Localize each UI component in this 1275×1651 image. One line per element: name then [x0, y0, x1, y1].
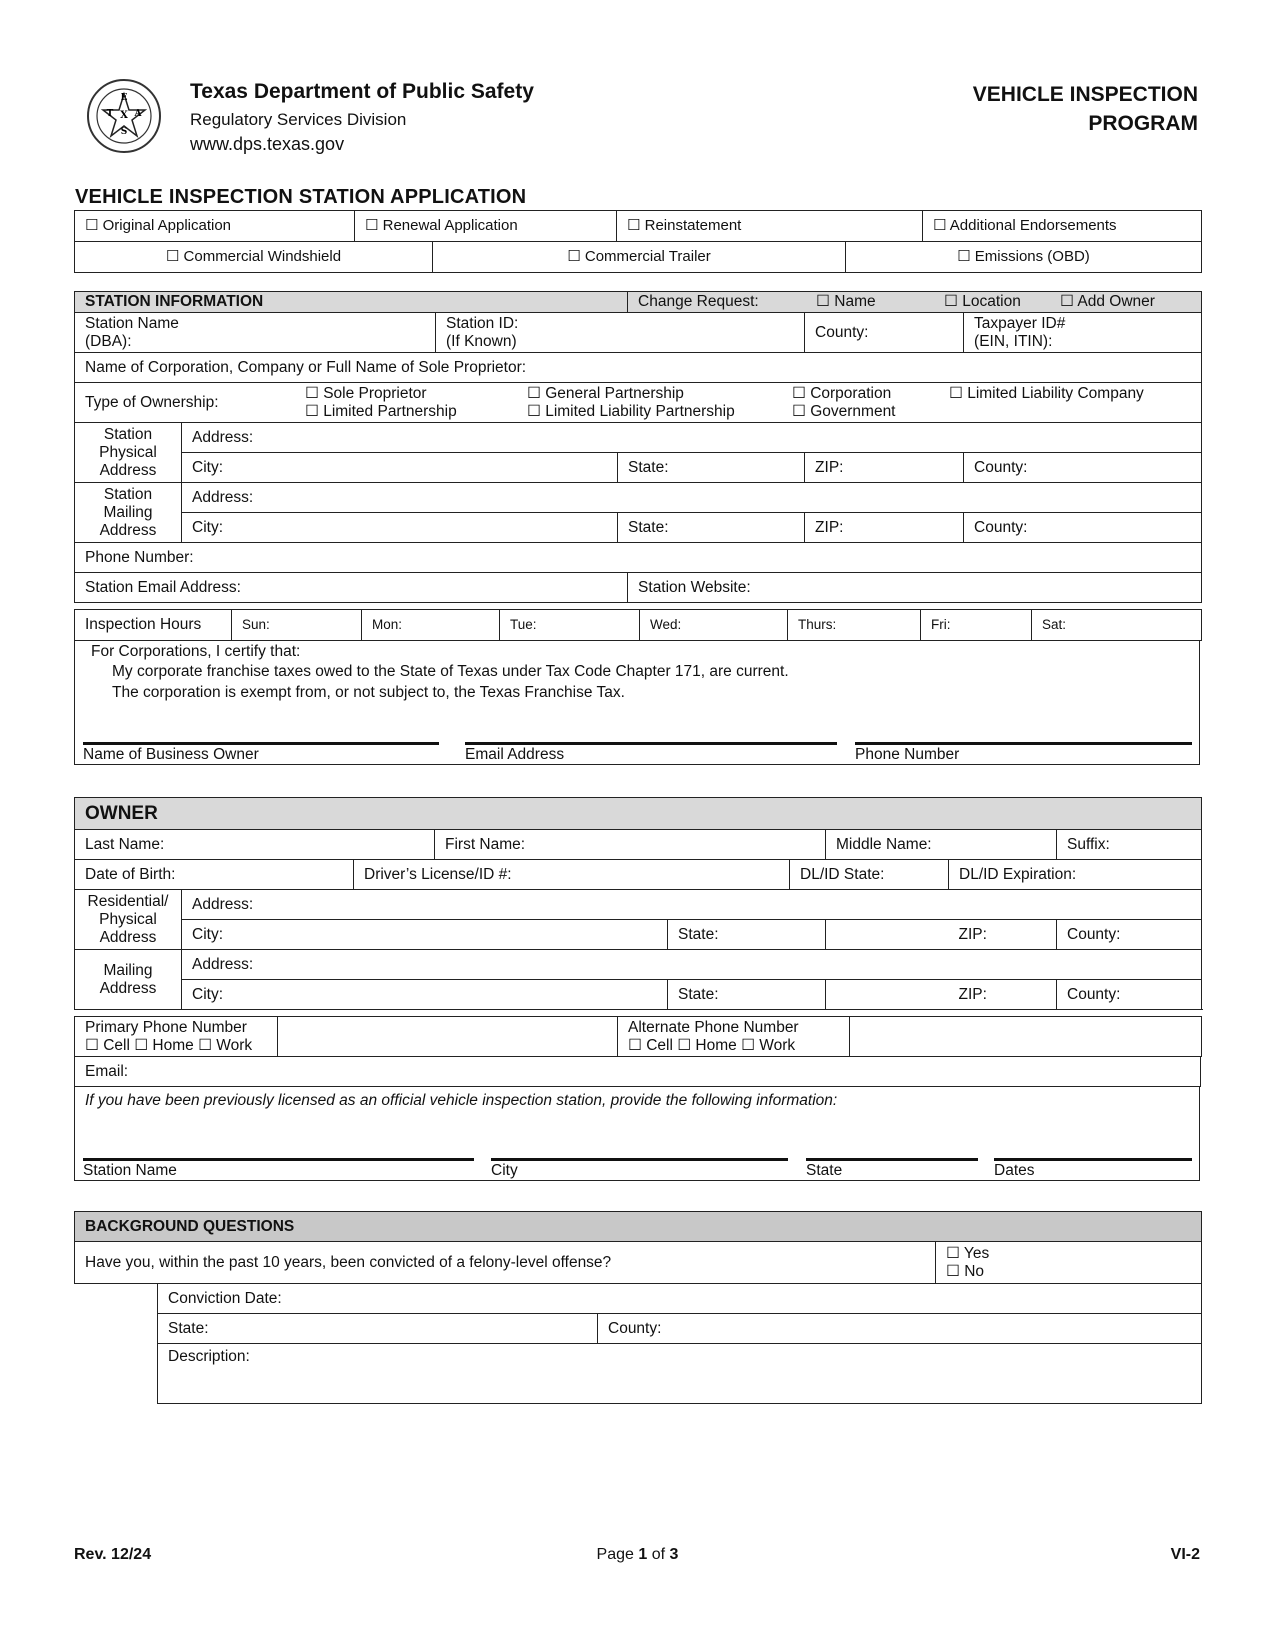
- station-website-field[interactable]: Station Website:: [628, 573, 1202, 603]
- limited-liability-partnership-checkbox[interactable]: ☐ Limited Liability Partnership: [527, 402, 735, 420]
- conviction-details-table: [157, 1283, 1202, 1404]
- agency-name: Texas Department of Public Safety: [190, 80, 534, 103]
- change-add-owner-checkbox[interactable]: ☐ Add Owner: [1060, 293, 1155, 310]
- physical-address-field[interactable]: Address:: [182, 423, 1202, 453]
- background-questions-heading: BACKGROUND QUESTIONS: [75, 1212, 1202, 1242]
- additional-endorsements-checkbox[interactable]: ☐ Additional Endorsements: [923, 211, 1202, 242]
- form-title: VEHICLE INSPECTION STATION APPLICATION: [75, 186, 527, 208]
- owner-dob-field[interactable]: Date of Birth:: [75, 860, 354, 890]
- owner-mailing-county-field[interactable]: County:: [1057, 980, 1202, 1010]
- hours-thursday-field[interactable]: Thurs:: [788, 610, 921, 641]
- station-name-label-2: (DBA):: [85, 332, 132, 350]
- owner-residential-city-field[interactable]: City:: [182, 920, 668, 950]
- mailing-address-field[interactable]: Address:: [182, 483, 1202, 513]
- application-type-table: [74, 210, 1202, 242]
- alternate-phone-field[interactable]: [850, 1017, 1202, 1057]
- previous-state-line[interactable]: [806, 1158, 978, 1180]
- dps-seal: [86, 78, 162, 154]
- physical-label-1: Station: [103, 425, 153, 443]
- station-mailing-address-label: [75, 483, 182, 543]
- change-name-checkbox[interactable]: ☐ Name: [816, 293, 876, 310]
- station-information-heading: STATION INFORMATION: [75, 292, 628, 313]
- certify-tax-exempt[interactable]: The corporation is exempt from, or not subject to, the Texas Franchise Tax.: [112, 684, 625, 701]
- commercial-trailer-checkbox[interactable]: ☐ Commercial Trailer: [433, 242, 846, 273]
- station-name-label-1: Station Name: [85, 314, 179, 332]
- conviction-state-field[interactable]: State:: [158, 1314, 598, 1344]
- emissions-obd-checkbox[interactable]: ☐ Emissions (OBD): [846, 242, 1202, 273]
- renewal-application-checkbox[interactable]: ☐ Renewal Application: [355, 211, 617, 242]
- residential-label-1: Residential/: [87, 892, 169, 910]
- change-location-checkbox[interactable]: ☐ Location: [944, 293, 1021, 310]
- mailing-city-field[interactable]: City:: [182, 513, 618, 543]
- owner-table: [74, 797, 1202, 1010]
- primary-phone-title: Primary Phone Number: [85, 1018, 247, 1036]
- owner-last-name-field[interactable]: Last Name:: [75, 830, 435, 860]
- station-id-field[interactable]: [436, 313, 805, 353]
- page-number: [0, 1546, 1275, 1564]
- owner-residential-address-label: [75, 890, 182, 950]
- business-email-label: Email Address: [465, 746, 565, 763]
- conviction-date-field[interactable]: Conviction Date:: [158, 1284, 1202, 1314]
- station-physical-address-label: [75, 423, 182, 483]
- endorsement-type-table: [74, 241, 1202, 273]
- previous-station-name-label: Station Name: [83, 1162, 177, 1179]
- owner-mailing-city-field[interactable]: City:: [182, 980, 668, 1010]
- owner-dl-number-field[interactable]: Driver’s License/ID #:: [354, 860, 790, 890]
- owner-mailing-address-label: [75, 950, 182, 1010]
- general-partnership-checkbox[interactable]: ☐ General Partnership: [527, 384, 684, 402]
- taxpayer-id-label-1: Taxpayer ID#: [974, 314, 1066, 332]
- program-title-line2: PROGRAM: [1088, 112, 1198, 135]
- certify-intro: For Corporations, I certify that:: [91, 643, 301, 660]
- corporation-name-field[interactable]: Name of Corporation, Company or Full Name of Sole Proprietor:: [75, 353, 1202, 383]
- physical-city-field[interactable]: City:: [182, 453, 618, 483]
- business-owner-label: Name of Business Owner: [83, 746, 259, 763]
- ownership-type-label: Type of Ownership:: [85, 393, 219, 411]
- owner-mailing-label-2: Address: [99, 979, 157, 997]
- owner-mailing-label-1: Mailing: [103, 961, 153, 979]
- conviction-county-field[interactable]: County:: [598, 1314, 1202, 1344]
- taxpayer-id-label-2: (EIN, ITIN):: [974, 332, 1053, 350]
- business-owner-signature-line[interactable]: [83, 742, 439, 764]
- owner-residential-zip-field[interactable]: ZIP:: [949, 920, 1057, 950]
- limited-liability-company-checkbox[interactable]: ☐ Limited Liability Company: [949, 384, 1144, 402]
- owner-email-field[interactable]: Email:: [75, 1057, 1201, 1087]
- revision-date: Rev. 12/24: [74, 1546, 152, 1563]
- owner-dl-state-field[interactable]: DL/ID State:: [790, 860, 949, 890]
- station-id-label-2: (If Known): [446, 332, 517, 350]
- physical-state-field[interactable]: State:: [618, 453, 805, 483]
- owner-residential-zip-spacer: [826, 920, 949, 950]
- hours-saturday-field[interactable]: Sat:: [1032, 610, 1202, 641]
- page-of: of: [651, 1546, 666, 1563]
- mailing-label-1: Station: [103, 485, 153, 503]
- previous-state-label: State: [806, 1162, 843, 1179]
- owner-mailing-zip-spacer: [826, 980, 949, 1010]
- business-phone-line[interactable]: [855, 742, 1192, 764]
- ownership-type-row: [75, 383, 1202, 423]
- alternate-phone-label: [618, 1017, 850, 1057]
- felony-question: Have you, within the past 10 years, been convicted of a felony-level offense?: [75, 1242, 936, 1284]
- svg-text:X: X: [120, 110, 128, 121]
- previous-license-box: [74, 1086, 1200, 1181]
- reinstatement-checkbox[interactable]: ☐ Reinstatement: [617, 211, 923, 242]
- hours-monday-field[interactable]: Mon:: [362, 610, 500, 641]
- mailing-county-field[interactable]: County:: [964, 513, 1202, 543]
- owner-dl-expiration-field[interactable]: DL/ID Expiration:: [949, 860, 1202, 890]
- mailing-zip-field[interactable]: ZIP:: [805, 513, 964, 543]
- form-id: VI-2: [1170, 1546, 1200, 1563]
- felony-no-checkbox[interactable]: ☐ No: [946, 1262, 985, 1280]
- station-id-label-1: Station ID:: [446, 314, 519, 332]
- svg-text:A: A: [134, 109, 142, 119]
- svg-text:E: E: [120, 93, 128, 103]
- change-request-row: [628, 292, 1202, 313]
- primary-phone-label: [75, 1017, 278, 1057]
- station-name-field[interactable]: [75, 313, 436, 353]
- previous-license-note: If you have been previously licensed as an official vehicle inspection station, provide the following information:: [85, 1092, 838, 1109]
- station-information-table: [74, 291, 1202, 603]
- physical-county-field[interactable]: County:: [964, 453, 1202, 483]
- previous-city-line[interactable]: [491, 1158, 788, 1180]
- physical-zip-field[interactable]: ZIP:: [805, 453, 964, 483]
- station-email-field[interactable]: Station Email Address:: [75, 573, 628, 603]
- primary-phone-field[interactable]: [278, 1017, 618, 1057]
- mailing-label-2: Mailing: [103, 503, 153, 521]
- previous-city-label: City: [491, 1162, 518, 1179]
- owner-phone-table: [74, 1016, 1202, 1057]
- hours-wednesday-field[interactable]: Wed:: [640, 610, 788, 641]
- residential-label-3: Address: [99, 928, 157, 946]
- owner-heading: OWNER: [75, 798, 1202, 830]
- owner-first-name-field[interactable]: First Name:: [435, 830, 826, 860]
- page-total: 3: [669, 1546, 679, 1563]
- alternate-phone-type-checkboxes[interactable]: ☐ Cell ☐ Home ☐ Work: [628, 1036, 796, 1054]
- svg-text:S: S: [120, 127, 128, 137]
- felony-answer-cell: [936, 1242, 1202, 1284]
- division-name: Regulatory Services Division: [190, 110, 407, 129]
- inspection-hours-table: [74, 609, 1202, 641]
- limited-partnership-checkbox[interactable]: ☐ Limited Partnership: [305, 402, 457, 420]
- sole-proprietor-checkbox[interactable]: ☐ Sole Proprietor: [305, 384, 427, 402]
- physical-label-3: Address: [99, 461, 157, 479]
- owner-suffix-field[interactable]: Suffix:: [1057, 830, 1202, 860]
- physical-label-2: Physical: [99, 443, 157, 461]
- owner-residential-address-field[interactable]: Address:: [182, 890, 1202, 920]
- owner-email-table: [74, 1056, 1201, 1087]
- alternate-phone-title: Alternate Phone Number: [628, 1018, 799, 1036]
- inspection-hours-label: Inspection Hours: [75, 610, 232, 641]
- mailing-state-field[interactable]: State:: [618, 513, 805, 543]
- svg-text:T: T: [106, 109, 114, 119]
- taxpayer-id-field[interactable]: [964, 313, 1202, 353]
- station-phone-field[interactable]: Phone Number:: [75, 543, 1202, 573]
- hours-friday-field[interactable]: Fri:: [921, 610, 1032, 641]
- hours-sunday-field[interactable]: Sun:: [232, 610, 362, 641]
- previous-dates-line[interactable]: [994, 1158, 1192, 1180]
- business-phone-label: Phone Number: [855, 746, 960, 763]
- hours-tuesday-field[interactable]: Tue:: [500, 610, 640, 641]
- government-checkbox[interactable]: ☐ Government: [792, 402, 896, 420]
- conviction-description-field[interactable]: Description:: [158, 1344, 1202, 1404]
- primary-phone-type-checkboxes[interactable]: ☐ Cell ☐ Home ☐ Work: [85, 1036, 253, 1054]
- background-questions-table: [74, 1211, 1202, 1284]
- agency-website: www.dps.texas.gov: [190, 134, 345, 154]
- certify-taxes-current[interactable]: My corporate franchise taxes owed to the State of Texas under Tax Code Chapter 171, are current.: [112, 663, 789, 680]
- commercial-windshield-checkbox[interactable]: ☐ Commercial Windshield: [75, 242, 433, 273]
- corporation-certification-box: [74, 640, 1200, 765]
- page-current: 1: [638, 1546, 648, 1563]
- owner-residential-county-field[interactable]: County:: [1057, 920, 1202, 950]
- owner-mailing-zip-field[interactable]: ZIP:: [949, 980, 1057, 1010]
- felony-yes-checkbox[interactable]: ☐ Yes: [946, 1244, 990, 1262]
- page-word: Page: [596, 1546, 634, 1563]
- original-application-checkbox[interactable]: ☐ Original Application: [75, 211, 355, 242]
- owner-middle-name-field[interactable]: Middle Name:: [826, 830, 1057, 860]
- change-request-label: Change Request:: [638, 293, 759, 310]
- mailing-label-3: Address: [99, 521, 157, 539]
- station-county-field[interactable]: County:: [805, 313, 964, 353]
- residential-label-2: Physical: [99, 910, 157, 928]
- corporation-checkbox[interactable]: ☐ Corporation: [792, 384, 892, 402]
- owner-residential-state-field[interactable]: State:: [668, 920, 826, 950]
- owner-mailing-state-field[interactable]: State:: [668, 980, 826, 1010]
- program-title-line1: VEHICLE INSPECTION: [972, 83, 1198, 106]
- owner-mailing-address-field[interactable]: Address:: [182, 950, 1202, 980]
- previous-dates-label: Dates: [994, 1162, 1035, 1179]
- program-title: [898, 80, 1198, 138]
- business-email-line[interactable]: [465, 742, 837, 764]
- previous-station-name-line[interactable]: [83, 1158, 474, 1180]
